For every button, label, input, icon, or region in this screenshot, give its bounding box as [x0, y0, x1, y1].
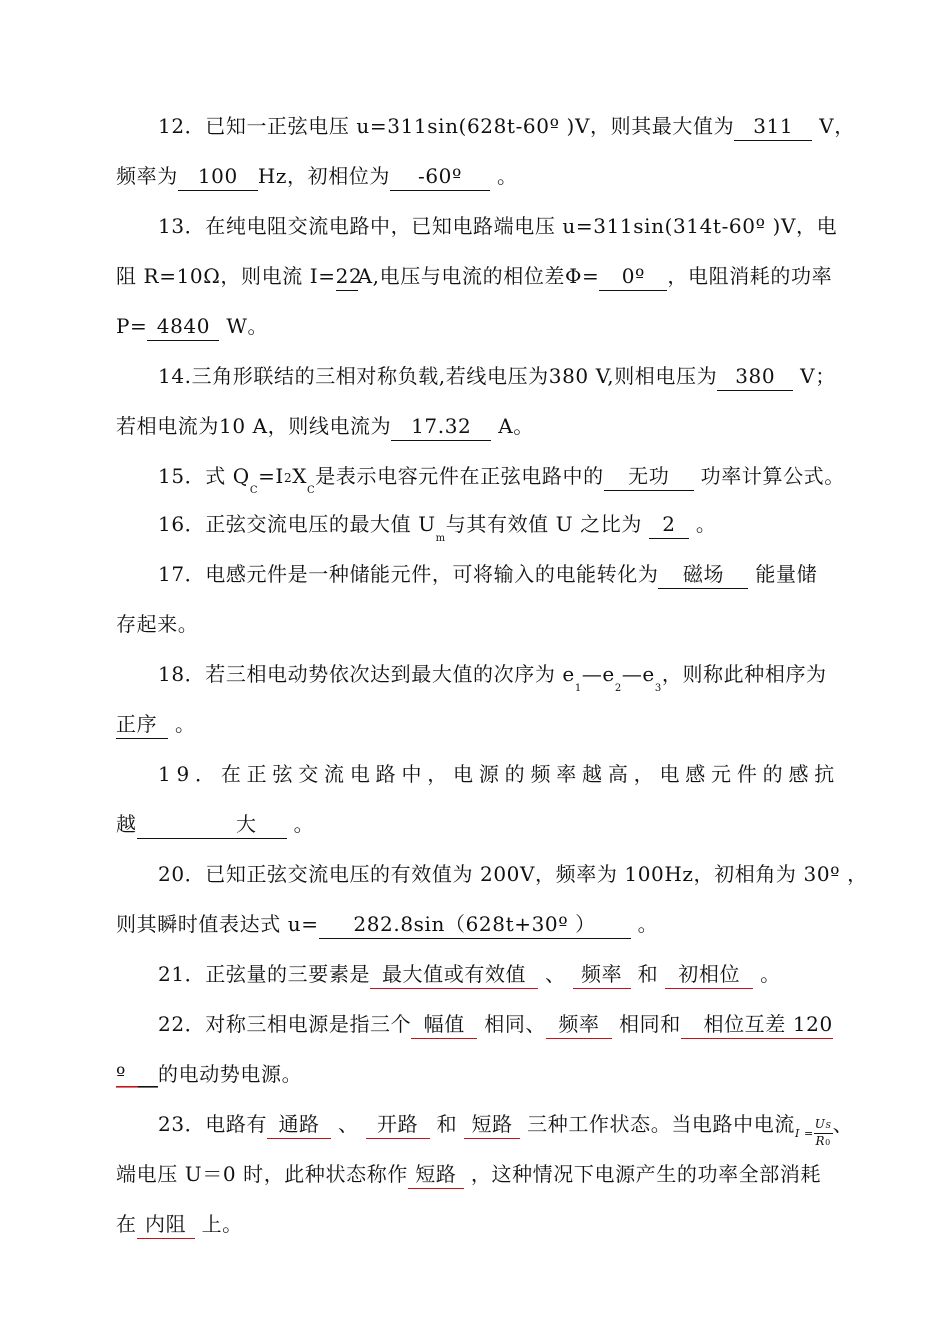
text-segment: 0: [825, 1138, 831, 1147]
blank-reactive: 无功: [604, 462, 694, 491]
blank-max-value: 311: [734, 112, 812, 141]
blank-short-state: 短路: [408, 1160, 464, 1189]
q21-line: [116, 956, 903, 992]
q13-line1: [116, 208, 903, 244]
q23-line2: [116, 1156, 861, 1192]
q19-line1: [116, 756, 903, 792]
q12-line1: [116, 108, 903, 144]
q15-line: [116, 458, 903, 494]
q14-line1: [116, 358, 903, 394]
text-segment: A,电压与电流的相位差Φ=: [357, 264, 600, 288]
text-segment: 17．电感元件是一种储能元件，可将输入的电能转化为: [158, 562, 659, 586]
text-segment: 18．若三相电动势依次达到最大值的次序为 e: [158, 662, 575, 686]
q12-line2: [116, 158, 861, 194]
q22-line2: [116, 1056, 861, 1092]
text-segment: 1: [574, 683, 582, 694]
blank-phase-diff-120: 相位互差 120: [681, 1010, 833, 1039]
text-segment: 的电动势电源。: [158, 1062, 303, 1086]
blank-freq: 频率: [573, 960, 631, 989]
blank-max-or-rms: 最大值或有效值: [370, 960, 538, 989]
text-segment: 则其瞬时值表达式 u=: [116, 912, 319, 936]
text-segment: I =: [794, 1127, 814, 1140]
q13-line3: [116, 308, 861, 344]
blank-phase-voltage: 380: [717, 362, 793, 391]
blank-current: 22: [336, 262, 358, 291]
text-segment: 23．电路有: [158, 1112, 268, 1136]
q17-line2: [116, 606, 861, 642]
text-segment: R: [815, 1134, 826, 1148]
text-segment: W。: [226, 314, 269, 338]
blank-phase-diff: 0º: [599, 262, 667, 291]
blank-open: 开路: [366, 1110, 430, 1139]
blank-closed: 通路: [267, 1110, 331, 1139]
text-segment: 21．正弦量的三要素是: [158, 962, 371, 986]
text-segment: 和: [436, 1112, 458, 1136]
q17-line1: [116, 556, 903, 592]
blank-expression: 282.8sin（628t+30º ）: [319, 910, 631, 939]
q14-line2: [116, 408, 861, 444]
text-segment: ，电阻消耗的功率: [667, 264, 833, 288]
text-segment: 阻 R=10Ω，则电流 I=: [116, 264, 336, 288]
q19-line2: [116, 806, 861, 842]
text-segment: Hz，初相位为: [257, 164, 390, 188]
q20-line2: [116, 906, 861, 942]
blank-short: 短路: [464, 1110, 520, 1139]
text-segment: P=: [116, 314, 148, 338]
text-segment: V；: [800, 364, 836, 388]
text-segment: 与其有效值 U 之比为: [445, 512, 642, 536]
text-segment: 能量储: [755, 562, 818, 586]
blank-ratio: 2: [649, 510, 689, 539]
q23-line1: [116, 1106, 903, 1148]
text-segment: 2: [283, 471, 293, 485]
blank-phase: 初相位: [665, 960, 753, 989]
text-segment: ，这种情况下电源产生的功率全部消耗: [470, 1162, 822, 1186]
text-segment: =I: [258, 464, 284, 488]
text-segment: 相同、: [484, 1012, 547, 1036]
text-segment: 14.三角形联结的三相对称负载,若线电压为380 V,则相电压为: [158, 364, 718, 388]
text-segment: —e: [621, 662, 655, 686]
text-segment: 相同和: [619, 1012, 681, 1036]
blank-power: 4840: [147, 312, 219, 341]
text-segment: 越: [116, 812, 137, 836]
text-segment: 。: [695, 512, 717, 536]
blank-degree: º: [116, 1060, 158, 1088]
text-segment: 16．正弦交流电压的最大值 U: [158, 512, 436, 536]
text-segment: 。: [637, 912, 659, 936]
text-segment: 。: [760, 962, 781, 986]
q13-line2: [116, 258, 861, 294]
text-segment: 、: [545, 962, 566, 986]
text-segment: 功率计算公式。: [700, 464, 845, 488]
text-segment: 、: [338, 1112, 359, 1136]
text-segment: 19．在正弦交流电路中，电源的频率越高，电感元件的感抗: [158, 762, 841, 786]
blank-frequency-2: 频率: [546, 1010, 612, 1039]
text-segment: 存起来。: [116, 612, 199, 636]
text-segment: X: [292, 464, 308, 488]
text-segment: m: [435, 533, 446, 544]
blank-larger: 大: [137, 810, 287, 839]
blank-frequency: 100: [178, 162, 258, 191]
text-segment: 3: [654, 683, 662, 694]
text-segment: 。: [496, 164, 518, 188]
text-segment: U: [814, 1117, 826, 1131]
text-segment: 上。: [201, 1212, 243, 1236]
q18-line2: [116, 706, 861, 742]
text-segment: 20．已知正弦交流电压的有效值为 200V，频率为 100Hz，初相角为 30º ，: [158, 862, 868, 886]
text-segment: C: [249, 485, 259, 496]
text-segment: 是表示电容元件在正弦电路中的: [315, 464, 604, 488]
q16-line: [116, 506, 903, 542]
text-segment: ，则称此种相序为: [661, 662, 827, 686]
text-segment: 端电压 U＝0 时，此种状态称作: [116, 1162, 408, 1186]
blank-line-current: 17.32: [391, 412, 491, 441]
text-segment: C: [307, 485, 316, 496]
blank-sequence: 正序: [116, 710, 168, 739]
blank-initial-phase: -60º: [390, 162, 490, 191]
text-segment: 若相电流为10 A，则线电流为: [116, 414, 392, 438]
blank-internal-resistance: 内阻: [137, 1210, 195, 1239]
q18-line1: [116, 656, 903, 692]
text-segment: 和: [637, 962, 659, 986]
q20-line1: [116, 856, 903, 892]
q22-line1: [116, 1006, 903, 1042]
current-formula: [814, 1117, 833, 1150]
text-segment: 13．在纯电阻交流电路中，已知电路端电压 u=311sin(314t-60º )V，电: [158, 214, 838, 238]
text-segment: 22．对称三相电源是指三个: [158, 1012, 412, 1036]
text-segment: 在: [116, 1212, 137, 1236]
text-segment: 12．已知一正弦电压 u=311sin(628t-60º )V，则其最大值为: [158, 114, 735, 138]
text-segment: V，: [819, 114, 855, 138]
text-segment: 2: [614, 683, 622, 694]
text-segment: A。: [498, 414, 534, 438]
text-segment: 频率为: [116, 164, 178, 188]
q23-line3: [116, 1206, 861, 1242]
text-segment: 三种工作状态。当电路中电流: [527, 1112, 795, 1136]
text-segment: S: [825, 1121, 832, 1130]
text-segment: 、: [832, 1112, 854, 1136]
text-segment: 。: [293, 812, 315, 836]
blank-magnetic: 磁场: [658, 560, 748, 589]
text-segment: —e: [581, 662, 615, 686]
text-segment: 。: [174, 712, 196, 736]
text-segment: 15．式 Q: [158, 464, 250, 488]
blank-amplitude: 幅值: [411, 1010, 477, 1039]
